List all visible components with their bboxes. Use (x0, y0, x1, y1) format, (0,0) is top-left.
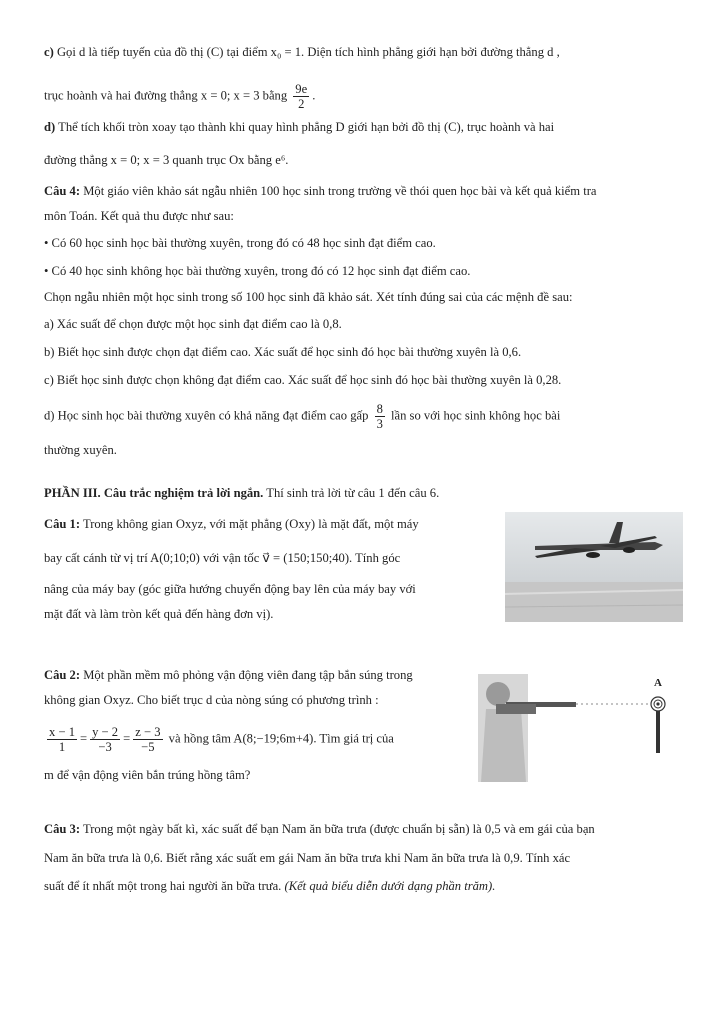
question-label: Câu 3: (44, 822, 81, 836)
q3-line3 (44, 878, 495, 894)
q1-line2: bay cất cánh từ vị trí A(0;10;0) với vận tốc v⃗ = (150;150;40). Tính góc (44, 551, 401, 565)
q4-intro (44, 183, 596, 199)
question-label: Câu 4: (44, 184, 81, 198)
item-text: Thể tích khối tròn xoay tạo thành khi quay hình phẳng D giới hạn bởi đồ thị (C), trục hoành và hai (58, 120, 555, 134)
q2-line2: không gian Oxyz. Cho biết trục d của nòng súng có phương trình : (44, 693, 379, 707)
q4-line3: Chọn ngẫu nhiên một học sinh trong số 100 học sinh đã khảo sát. Xét tính đúng sai của các mệnh đề sau: (44, 290, 573, 304)
fraction (375, 402, 385, 431)
item-text: trục hoành và hai đường thẳng x = 0; x = 3 bằng (44, 88, 288, 103)
frac-den: 1 (58, 740, 66, 754)
statement-text: d) Học sinh học bài thường xuyên có khả năng đạt điểm cao gấp (44, 408, 369, 423)
q3-line1 (44, 821, 595, 837)
airplane-photo (505, 512, 683, 622)
item-c (44, 44, 560, 60)
frac-den: 3 (376, 417, 383, 431)
airplane-illustration (505, 512, 683, 622)
question-text: Một phần mềm mô phỏng vận động viên đang tập bắn súng trong (83, 668, 413, 682)
fraction (47, 725, 77, 754)
item-d-line2: đường thẳng x = 0; x = 3 quanh trục Ox bằng e⁶. (44, 153, 289, 167)
q2-line4: m để vận động viên bắn trúng hồng tâm? (44, 768, 251, 782)
q4-bullet-2: • Có 40 học sinh không học bài thường xuyên, trong đó có 12 học sinh đạt điểm cao. (44, 264, 471, 278)
question-text: Một giáo viên khảo sát ngẫu nhiên 100 học sinh trong trường về thói quen học bài và kết quả kiểm tra (83, 184, 597, 198)
frac-num: 9e (295, 82, 308, 96)
frac-num: x − 1 (49, 725, 75, 739)
frac-den: −3 (98, 740, 112, 754)
item-text: . (312, 88, 316, 103)
fraction (293, 82, 309, 111)
q4-statement-b: b) Biết học sinh được chọn đạt điểm cao. Xác suất để học sinh đó học bài thường xuyên là 0,6. (44, 345, 522, 359)
target-label: A (654, 677, 662, 689)
statement-text: lần so với học sinh không học bài (391, 408, 561, 423)
section-title: PHẦN III. Câu trắc nghiệm trả lời ngắn. (44, 486, 264, 500)
frac-num: z − 3 (135, 725, 161, 739)
question-label: Câu 1: (44, 517, 81, 531)
section-instructions: Thí sinh trả lời từ câu 1 đến câu 6. (266, 486, 440, 500)
fraction (133, 725, 162, 754)
q2-equation: $\frac{x - 1}{1}$ = $\frac{y - 2}{-3}$ = $\frac{z - 3}{-5}$ và hồng tâm A(8;−19;6m+4). Tìm giá trị của (49, 725, 394, 754)
item-label: d) (44, 120, 56, 134)
item-d (44, 119, 554, 135)
q4-line2: môn Toán. Kết quả thu được như sau: (44, 209, 234, 223)
q1-line1 (44, 516, 419, 532)
question-text: Trong không gian Oxyz, với mặt phẳng (Oxy) là mặt đất, một máy (82, 517, 419, 531)
q4-bullet-1: • Có 60 học sinh học bài thường xuyên, trong đó có 48 học sinh đạt điểm cao. (44, 236, 436, 250)
question-text: và hồng tâm A(8;−19;6m+4). Tìm giá trị của (168, 731, 394, 746)
frac-num: y − 2 (92, 725, 119, 739)
q4-statement-d (44, 402, 560, 431)
frac-den: −5 (141, 740, 155, 754)
q4-statement-c: c) Biết học sinh được chọn không đạt điểm cao. Xác suất để học sinh đó học bài thường xuyên là 0,28. (44, 373, 562, 387)
question-note: (Kết quả biểu diễn dưới dạng phần trăm). (284, 879, 496, 893)
part3-heading (44, 485, 439, 501)
fraction (90, 725, 120, 754)
q1-line3: nâng của máy bay (góc giữa hướng chuyển động bay lên của máy bay với (44, 582, 416, 596)
question-text: Trong một ngày bất kì, xác suất để bạn Nam ăn bữa trưa (được chuẩn bị sẵn) là 0,5 và em gái của bạn (82, 822, 595, 836)
item-text: Gọi d là tiếp tuyến của đồ thị (C) tại điểm x₀ = 1. Diện tích hình phẳng giới hạn bởi đường thẳng d , (56, 45, 560, 59)
q4-statement-a: a) Xác suất để chọn được một học sinh đạt điểm cao là 0,8. (44, 317, 342, 331)
shooter-drawing (476, 664, 686, 782)
question-text: suất để ít nhất một trong hai người ăn bữa trưa. (44, 879, 282, 893)
q4-statement-d-line2: thường xuyên. (44, 443, 117, 457)
frac-num: 8 (376, 402, 383, 416)
question-label: Câu 2: (44, 668, 81, 682)
frac-den: 2 (298, 97, 305, 111)
q1-line4: mặt đất và làm tròn kết quả đến hàng đơn vị). (44, 607, 274, 621)
shooter-illustration (476, 664, 686, 782)
item-label: c) (44, 45, 54, 59)
q3-line2: Nam ăn bữa trưa là 0,6. Biết rằng xác suất em gái Nam ăn bữa trưa khi Nam ăn bữa trưa là 0,9. Tính xác (44, 851, 571, 865)
q2-line1 (44, 667, 413, 683)
item-c-line2 (44, 82, 315, 111)
